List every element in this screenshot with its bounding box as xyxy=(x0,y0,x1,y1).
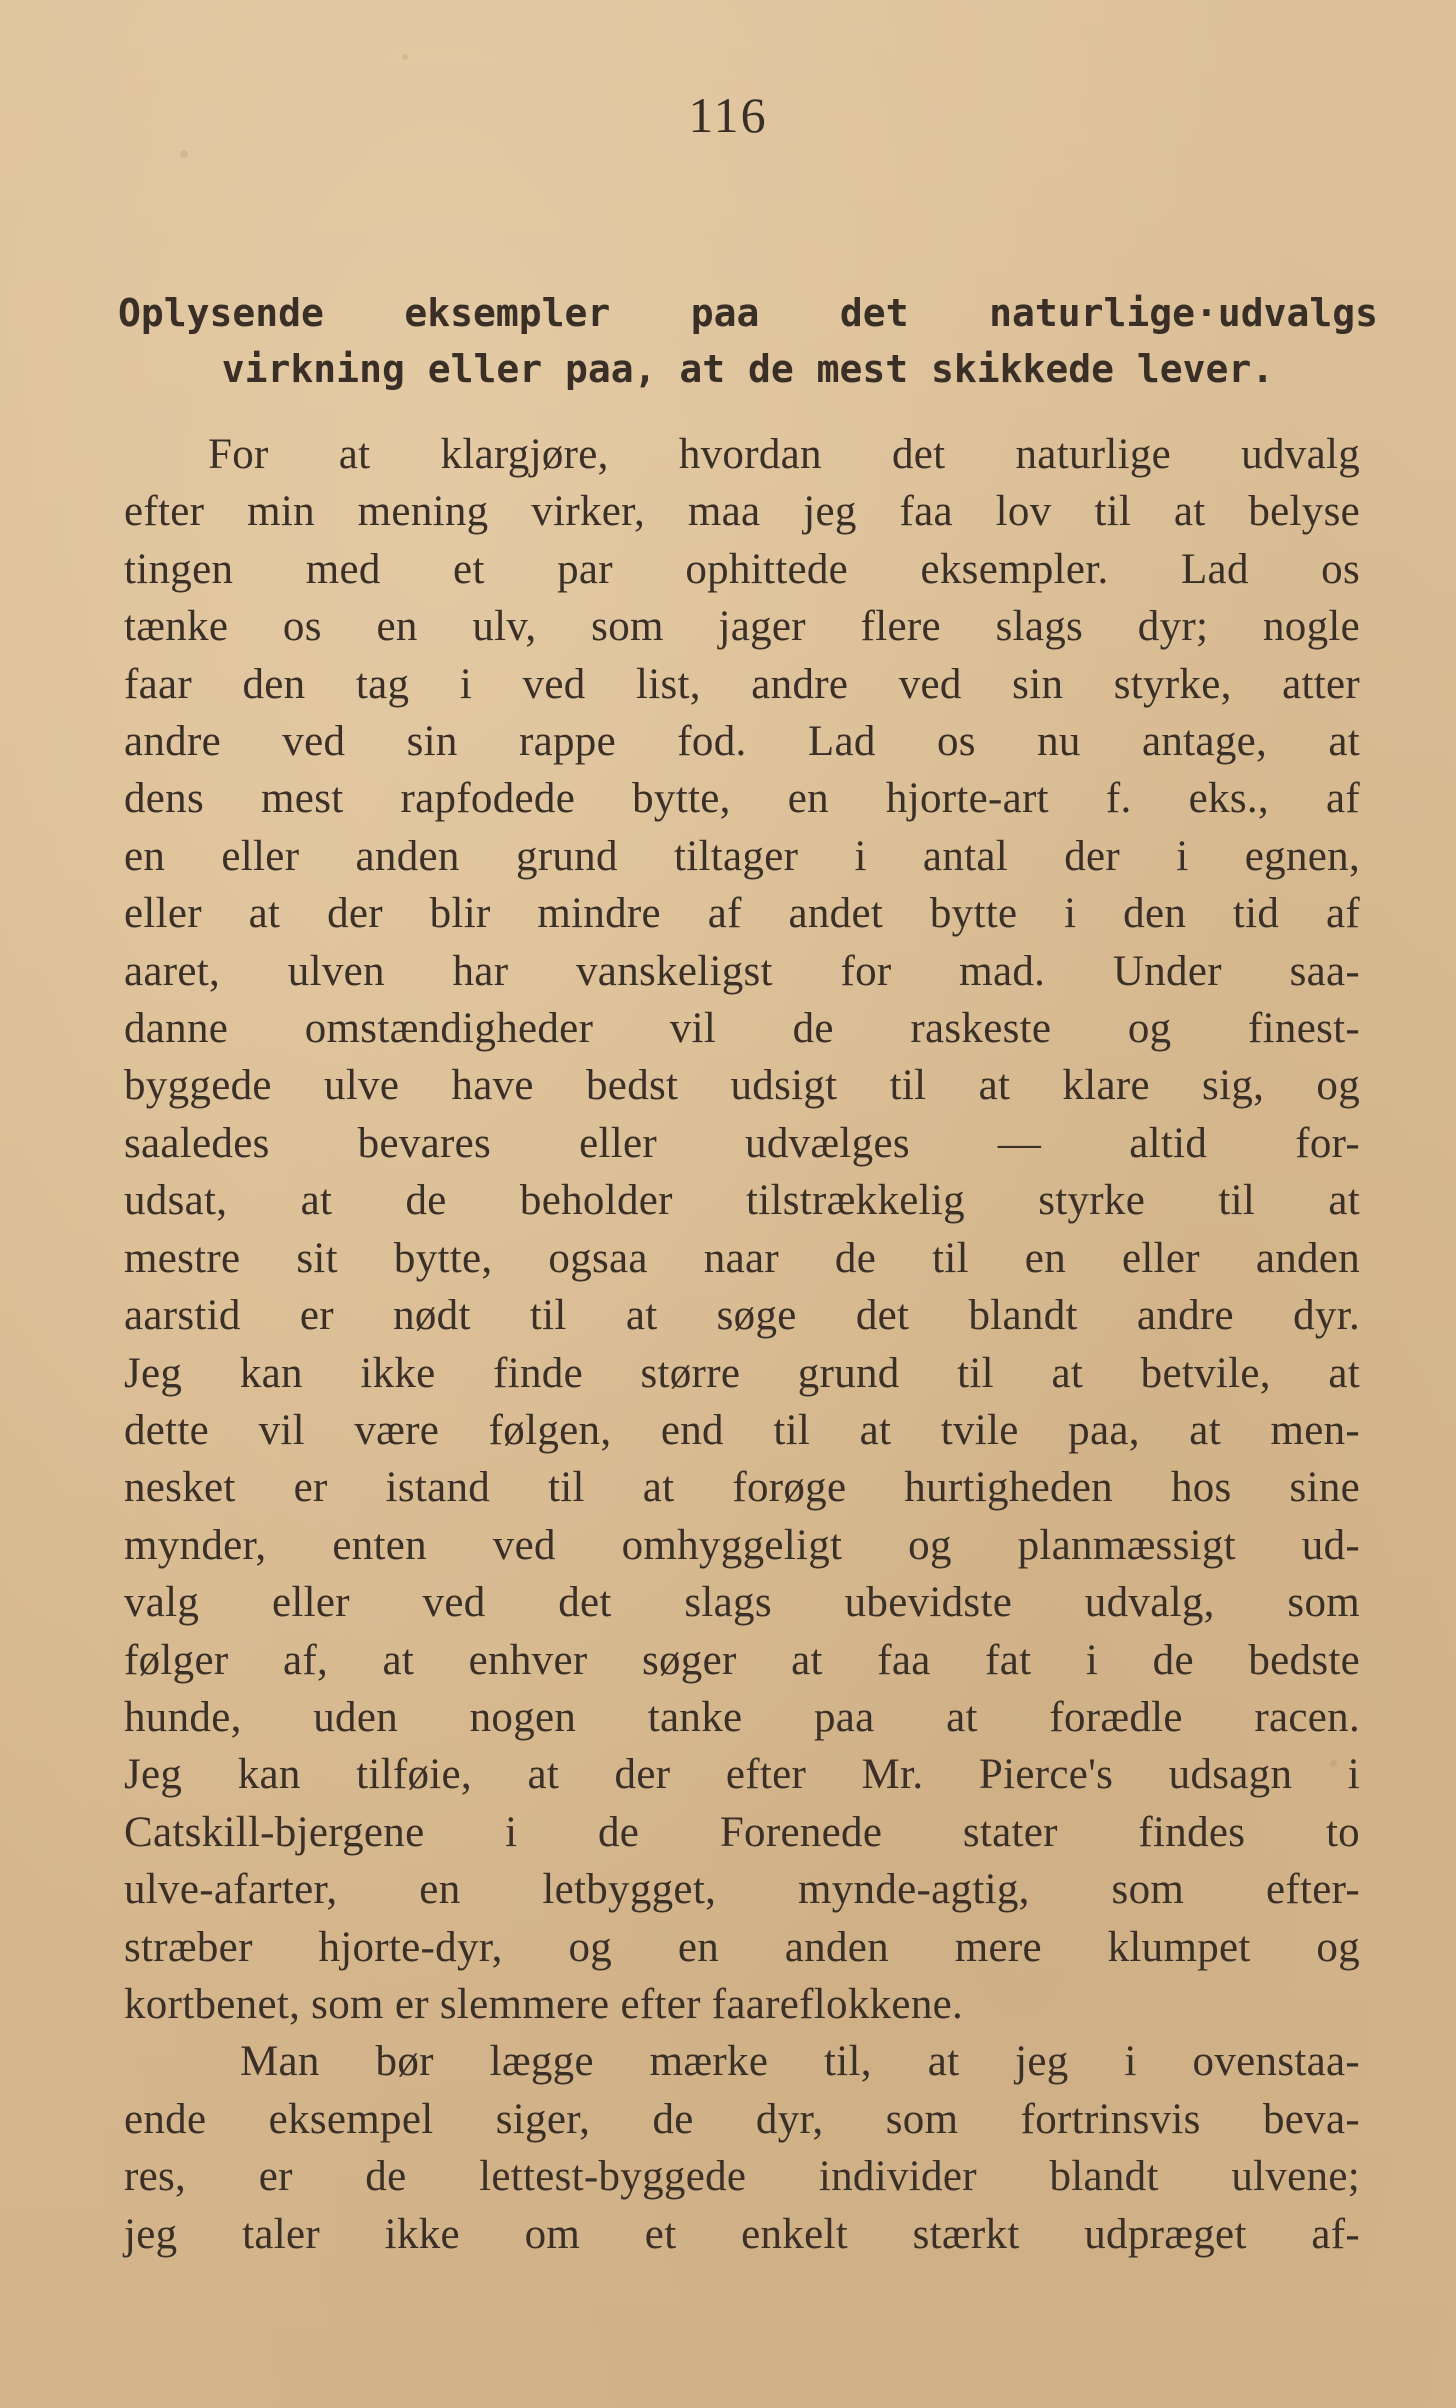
text-line: en eller anden grund tiltager i antal der i egnen, xyxy=(124,832,1360,880)
text-line: kortbenet, som er slemmere efter faareflokkene. xyxy=(124,1980,964,2028)
text-line: ende eksempel siger, de dyr, som fortrinsvis beva- xyxy=(124,2095,1360,2143)
paragraph-2 xyxy=(124,2033,1360,2263)
text-line: tingen med et par ophittede eksempler. Lad os xyxy=(124,545,1360,593)
text-line: saaledes bevares eller udvælges — altid for- xyxy=(124,1119,1360,1167)
text-line: byggede ulve have bedst udsigt til at klare sig, og xyxy=(124,1062,1360,1110)
text-line: Man bør lægge mærke til, at jeg i ovenstaa- xyxy=(240,2038,1360,2086)
text-line: tænke os en ulv, som jager flere slags dyr; nogle xyxy=(124,603,1360,651)
section-heading-line: Oplysende eksempler paa det naturlige·udvalgs xyxy=(118,291,1378,335)
text-line: Catskill-bjergene i de Forenede stater findes to xyxy=(124,1808,1360,1856)
paragraph-1 xyxy=(124,426,1360,2033)
text-line: udsat, at de beholder tilstrækkelig styrke til at xyxy=(124,1177,1360,1225)
text-line: aaret, ulven har vanskeligst for mad. Under saa- xyxy=(124,947,1360,995)
text-line: eller at der blir mindre af andet bytte i den tid af xyxy=(124,890,1360,938)
text-line: aarstid er nødt til at søge det blandt andre dyr. xyxy=(124,1292,1360,1340)
text-line: For at klargjøre, hvordan det naturlige udvalg xyxy=(208,431,1360,478)
body-text xyxy=(124,426,1360,2263)
page-number: 116 xyxy=(688,87,768,143)
text-line: Jeg kan ikke finde større grund til at betvile, at xyxy=(124,1349,1360,1397)
text-line: efter min mening virker, maa jeg faa lov til at belyse xyxy=(124,488,1360,536)
text-line: res, er de lettest-byggede individer blandt ulvene; xyxy=(124,2153,1360,2201)
text-line: Jeg kan tilføie, at der efter Mr. Pierce's udsagn i xyxy=(124,1751,1360,1799)
paper-stain xyxy=(402,54,408,60)
text-line: andre ved sin rappe fod. Lad os nu antage, at xyxy=(124,718,1360,766)
text-line: mestre sit bytte, ogsaa naar de til en eller anden xyxy=(124,1234,1360,1282)
text-line: valg eller ved det slags ubevidste udvalg, som xyxy=(124,1579,1360,1627)
text-line: stræber hjorte-dyr, og en anden mere klumpet og xyxy=(124,1923,1360,1971)
text-line: faar den tag i ved list, andre ved sin styrke, atter xyxy=(124,660,1360,708)
text-line: nesket er istand til at forøge hurtigheden hos sine xyxy=(124,1464,1360,1512)
text-line: hunde, uden nogen tanke paa at forædle racen. xyxy=(124,1693,1360,1741)
section-heading xyxy=(118,285,1378,397)
text-line: dette vil være følgen, end til at tvile paa, at men- xyxy=(124,1406,1360,1454)
text-line: mynder, enten ved omhyggeligt og planmæssigt ud- xyxy=(124,1521,1360,1569)
text-line: følger af, at enhver søger at faa fat i de bedste xyxy=(124,1636,1360,1684)
text-line: dens mest rapfodede bytte, en hjorte-art f. eks., af xyxy=(124,775,1360,823)
section-heading-line: virkning eller paa, at de mest skikkede lever. xyxy=(221,347,1275,391)
paper-stain xyxy=(180,150,188,158)
text-line: ulve-afarter, en letbygget, mynde-agtig, som efter- xyxy=(124,1866,1360,1914)
text-line: jeg taler ikke om et enkelt stærkt udpræget af- xyxy=(124,2210,1360,2258)
text-line: danne omstændigheder vil de raskeste og finest- xyxy=(124,1005,1360,1053)
